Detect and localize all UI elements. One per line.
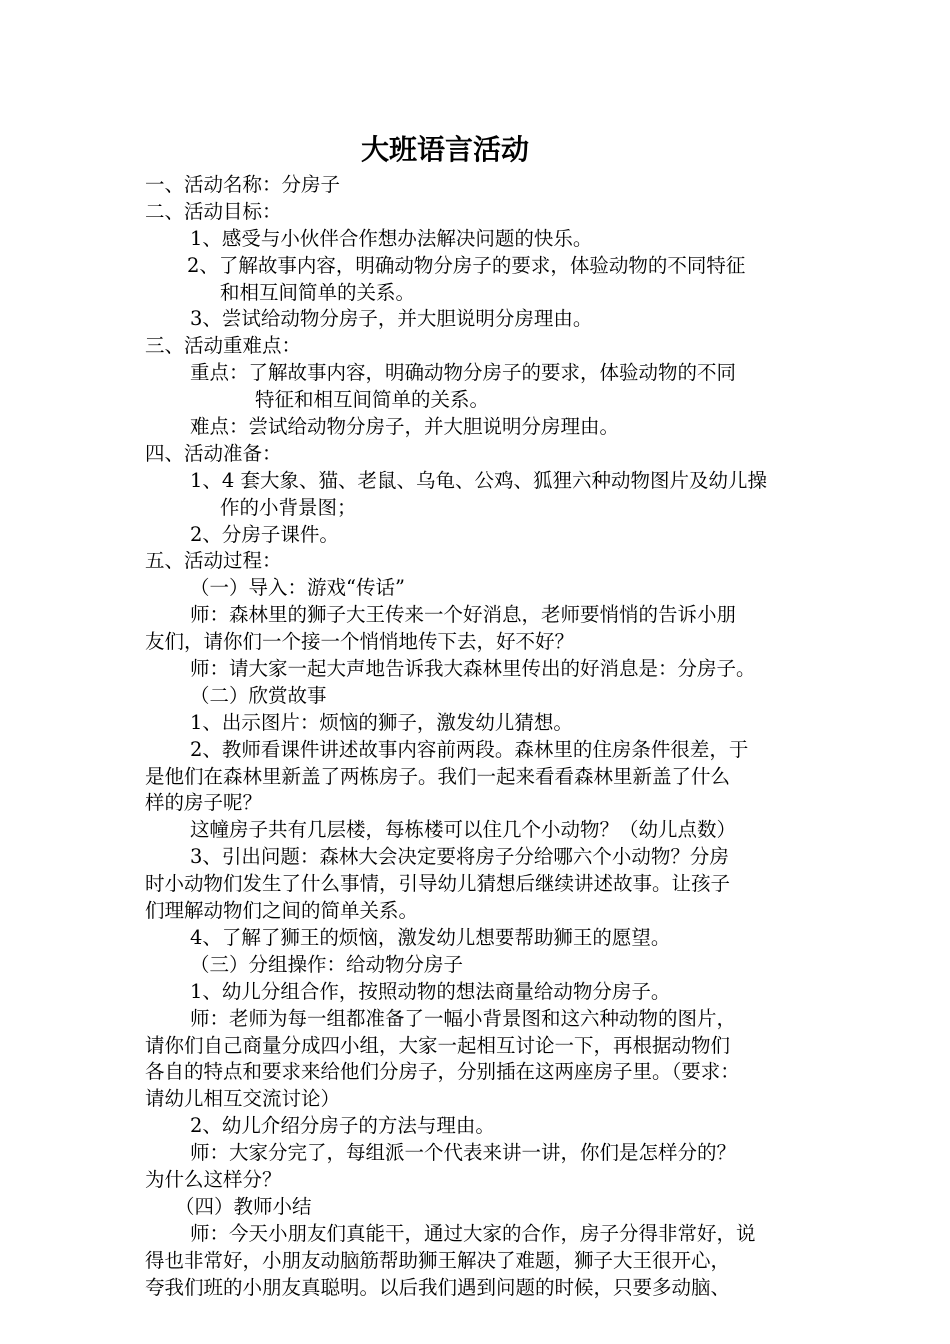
body-line: 友们，请你们一个接一个悄悄地传下去，好不好？ [145, 630, 575, 654]
body-line: 们理解动物们之间的简单关系。 [145, 899, 419, 923]
document-title: 大班语言活动 [360, 133, 529, 166]
body-line: 样的房子呢？ [145, 791, 263, 815]
document-body [145, 172, 825, 1301]
body-line: 时小动物们发生了什么事情，引导幼儿猜想后继续讲述故事。让孩子 [145, 872, 731, 896]
body-line: 四、活动准备： [145, 441, 282, 465]
body-line: 2、分房子课件。 [190, 522, 339, 546]
body-line: 2、了解故事内容，明确动物分房子的要求，体验动物的不同特征 [187, 253, 746, 277]
body-line: 得也非常好，小朋友动脑筋帮助狮王解决了难题，狮子大王很开心， [145, 1248, 731, 1272]
body-line: 二、活动目标： [145, 199, 282, 223]
body-line: 重点：了解故事内容，明确动物分房子的要求，体验动物的不同 [190, 361, 737, 385]
body-line: 1、4 套大象、猫、老鼠、乌龟、公鸡、狐狸六种动物图片及幼儿操 [190, 468, 768, 492]
body-line: （三）分组操作：给动物分房子 [190, 952, 464, 976]
body-line: 师：大家分完了，每组派一个代表来讲一讲，你们是怎样分的？ [190, 1141, 737, 1165]
body-line: 师：老师为每一组都准备了一幅小背景图和这六种动物的图片， [190, 1006, 737, 1030]
body-line: 三、活动重难点： [145, 334, 302, 358]
body-line: 请幼儿相互交流讨论） [145, 1087, 341, 1111]
body-line: 2、幼儿介绍分房子的方法与理由。 [190, 1114, 495, 1138]
body-line: （二）欣赏故事 [190, 683, 327, 707]
body-line: 难点：尝试给动物分房子，并大胆说明分房理由。 [190, 415, 620, 439]
body-line: 1、感受与小伙伴合作想办法解决问题的快乐。 [190, 226, 593, 250]
body-line: 师：森林里的狮子大王传来一个好消息，老师要悄悄的告诉小朋 [190, 603, 737, 627]
body-line: 作的小背景图； [220, 495, 357, 519]
body-line: 一、活动名称：分房子 [145, 173, 341, 196]
body-line: 五、活动过程： [145, 549, 282, 573]
body-line: 3、尝试给动物分房子，并大胆说明分房理由。 [190, 307, 593, 331]
body-line: 特征和相互间简单的关系。 [255, 388, 490, 412]
body-line: （四）教师小结 [175, 1194, 312, 1218]
body-line: 3、引出问题：森林大会决定要将房子分给哪六个小动物？分房 [190, 845, 729, 869]
body-line: 是他们在森林里新盖了两栋房子。我们一起来看看森林里新盖了什么 [145, 764, 731, 788]
body-line: 为什么这样分？ [145, 1167, 282, 1191]
body-line: 师：今天小朋友们真能干，通过大家的合作，房子分得非常好，说 [190, 1221, 756, 1245]
body-line: 1、出示图片：烦恼的狮子，激发幼儿猜想。 [190, 710, 573, 734]
body-line: （一）导入：游戏“传话” [190, 576, 405, 600]
body-line: 1、幼儿分组合作，按照动物的想法商量给动物分房子。 [190, 979, 671, 1003]
body-line: 各自的特点和要求来给他们分房子，分别插在这两座房子里。（要求： [145, 1060, 740, 1084]
body-line: 请你们自己商量分成四小组，大家一起相互讨论一下，再根据动物们 [145, 1033, 731, 1057]
body-line: 夸我们班的小朋友真聪明。以后我们遇到问题的时候，只要多动脑、 [145, 1275, 731, 1299]
body-line: 4、了解了狮王的烦恼，激发幼儿想要帮助狮王的愿望。 [190, 925, 671, 949]
body-line: 和相互间简单的关系。 [220, 280, 416, 304]
body-line: 这幢房子共有几层楼，每栋楼可以住几个小动物？（幼儿点数） [190, 818, 737, 842]
body-line: 师：请大家一起大声地告诉我大森林里传出的好消息是：分房子。 [190, 657, 756, 681]
body-line: 2、教师看课件讲述故事内容前两段。森林里的住房条件很差，于 [190, 737, 749, 761]
